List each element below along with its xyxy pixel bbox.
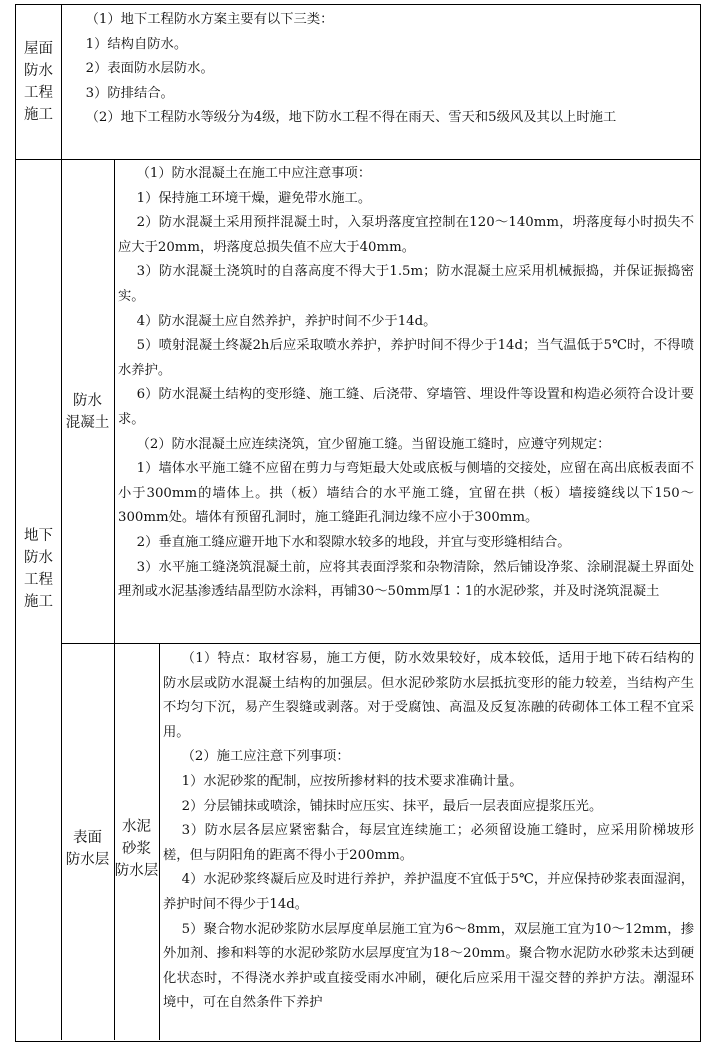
paragraph: （2）防水混凝土应连续浇筑，宜少留施工缝。当留设施工缝时，应遵守列规定： <box>136 436 611 452</box>
section-body-roof <box>67 8 692 131</box>
paragraph: （2）施工应注意下列事项： <box>181 749 350 765</box>
paragraph: 3）防排结合。 <box>85 85 174 101</box>
paragraph: 1）墙体水平施工缝不应留在剪力与弯矩最大处或底板与侧墙的交接处，应留在高出底板表面不小于300mm的墙体上。拱（板）墙结合的水平施工缝，宜留在拱（板）墙接缝线以下150～300mm处。墙体有预留孔洞时，施工缝距孔洞边缘不应小于300mm。 <box>118 461 694 526</box>
label-line: 表面 <box>73 830 102 846</box>
subsubsection-label-mortar <box>114 816 159 882</box>
paragraph: 5）喷射混凝土终凝2h后应采取喷水养护，养护时间不得少于14d；当气温低于5℃时，不得喷水养护。 <box>118 338 694 378</box>
paragraph: （1）防水混凝土在施工中应注意事项： <box>136 166 372 181</box>
label-line: 防水 <box>24 550 53 566</box>
column-divider <box>159 643 160 1040</box>
label-line: 工程 <box>24 85 53 101</box>
label-line: 防水 <box>24 63 53 79</box>
section-label-underground <box>16 525 61 613</box>
column-divider <box>61 5 62 1040</box>
label-line: 防水层 <box>114 863 159 879</box>
paragraph: 4）水泥砂浆终凝后应及时进行养护，养护温度不宜低于5℃，并应保持砂浆表面湿润，养护时间不得少于14d。 <box>163 872 694 912</box>
paragraph: （2）地下工程防水等级分为4级，地下防水工程不得在雨天、雪天和5级风及其以上时施工 <box>85 110 617 126</box>
paragraph: 5）聚合物水泥砂浆防水层厚度单层施工宜为6～8mm，双层施工宜为10～12mm，掺外加剂、掺和料等的水泥砂浆防水层厚度宜为18～20mm。聚合物水泥防水砂浆未达到硬化状态时，不得浇水养护或直接受雨水冲刷，硬化后应采用干湿交替的养护方法。潮湿环境中，可在自然条件下养护 <box>163 921 694 1011</box>
label-line: 防水层 <box>65 852 110 868</box>
paragraph: 2）分层铺抹或喷涂，铺抹时应压实、抹平，最后一层表面应提浆压光。 <box>181 798 603 814</box>
label-line: 砂浆 <box>122 841 151 857</box>
spec-table <box>15 4 701 1042</box>
paragraph: 6）防水混凝土结构的变形缝、施工缝、后浇带、穿墙管、埋设件等设置和构造必须符合设计要求。 <box>118 387 694 427</box>
paragraph: 3）水平施工缝浇筑混凝土前，应将其表面浮浆和杂物清除，然后铺设净浆、涂刷混凝土界面处理剂或水泥基渗透结晶型防水涂料，再铺30～50mm厚1∶1的水泥砂浆，并及时浇筑混凝土 <box>118 559 694 600</box>
label-line: 混凝土 <box>65 415 110 431</box>
subsection-label-concrete <box>61 390 114 434</box>
paragraph: 2）垂直施工缝应避开地下水和裂隙水较多的地段，并宜与变形缝相结合。 <box>136 534 571 550</box>
label-line: 地下 <box>24 528 53 544</box>
row-divider <box>61 643 700 644</box>
subsection-label-surface <box>61 827 114 871</box>
paragraph: 2）防水混凝土采用预拌混凝土时，入泵坍落度宜控制在120～140mm，坍落度每小时损失不应大于20mm，坍落度总损失值不应大于40mm。 <box>118 215 694 255</box>
label-line: 水泥 <box>122 819 151 835</box>
row-divider <box>16 159 700 160</box>
paragraph: 1）保持施工环境干燥，避免带水施工。 <box>136 190 372 206</box>
label-line: 施工 <box>24 107 53 123</box>
paragraph: 1）结构自防水。 <box>85 36 188 52</box>
label-line: 屋面 <box>24 41 53 57</box>
label-line: 防水 <box>73 393 102 409</box>
paragraph: 3）防水层各层应紧密黏合，每层宜连续施工；必须留设施工缝时，应采用阶梯坡形槎，但与阴阳角的距离不得小于200mm。 <box>163 823 694 863</box>
column-divider <box>114 159 115 643</box>
paragraph: 1）水泥砂浆的配制，应按所掺材料的技术要求准确计量。 <box>181 773 523 789</box>
paragraph: （1）特点：取材容易，施工方便，防水效果较好，成本较低，适用于地下砖石结构的防水层或防水混凝土结构的加强层。但水泥砂浆防水层抵抗变形的能力较差，当结构产生不均匀下沉，易产生裂缝或剥落。对于受腐蚀、高温及反复冻融的砖砌体工体工程不宜采用。 <box>163 651 694 740</box>
section-label-roof <box>16 38 61 126</box>
subsection-body-mortar <box>163 647 694 1016</box>
label-line: 施工 <box>24 594 53 610</box>
label-line: 工程 <box>24 572 53 588</box>
paragraph: 3）防水混凝土浇筑时的自落高度不得大于1.5m；防水混凝土应采用机械振捣，并保证振捣密实。 <box>118 264 694 304</box>
paragraph: 2）表面防水层防水。 <box>85 61 214 77</box>
paragraph: 4）防水混凝土应自然养护，养护时间不少于14d。 <box>136 313 437 329</box>
subsection-body-concrete <box>118 162 694 605</box>
paragraph: （1）地下工程防水方案主要有以下三类： <box>85 12 334 27</box>
